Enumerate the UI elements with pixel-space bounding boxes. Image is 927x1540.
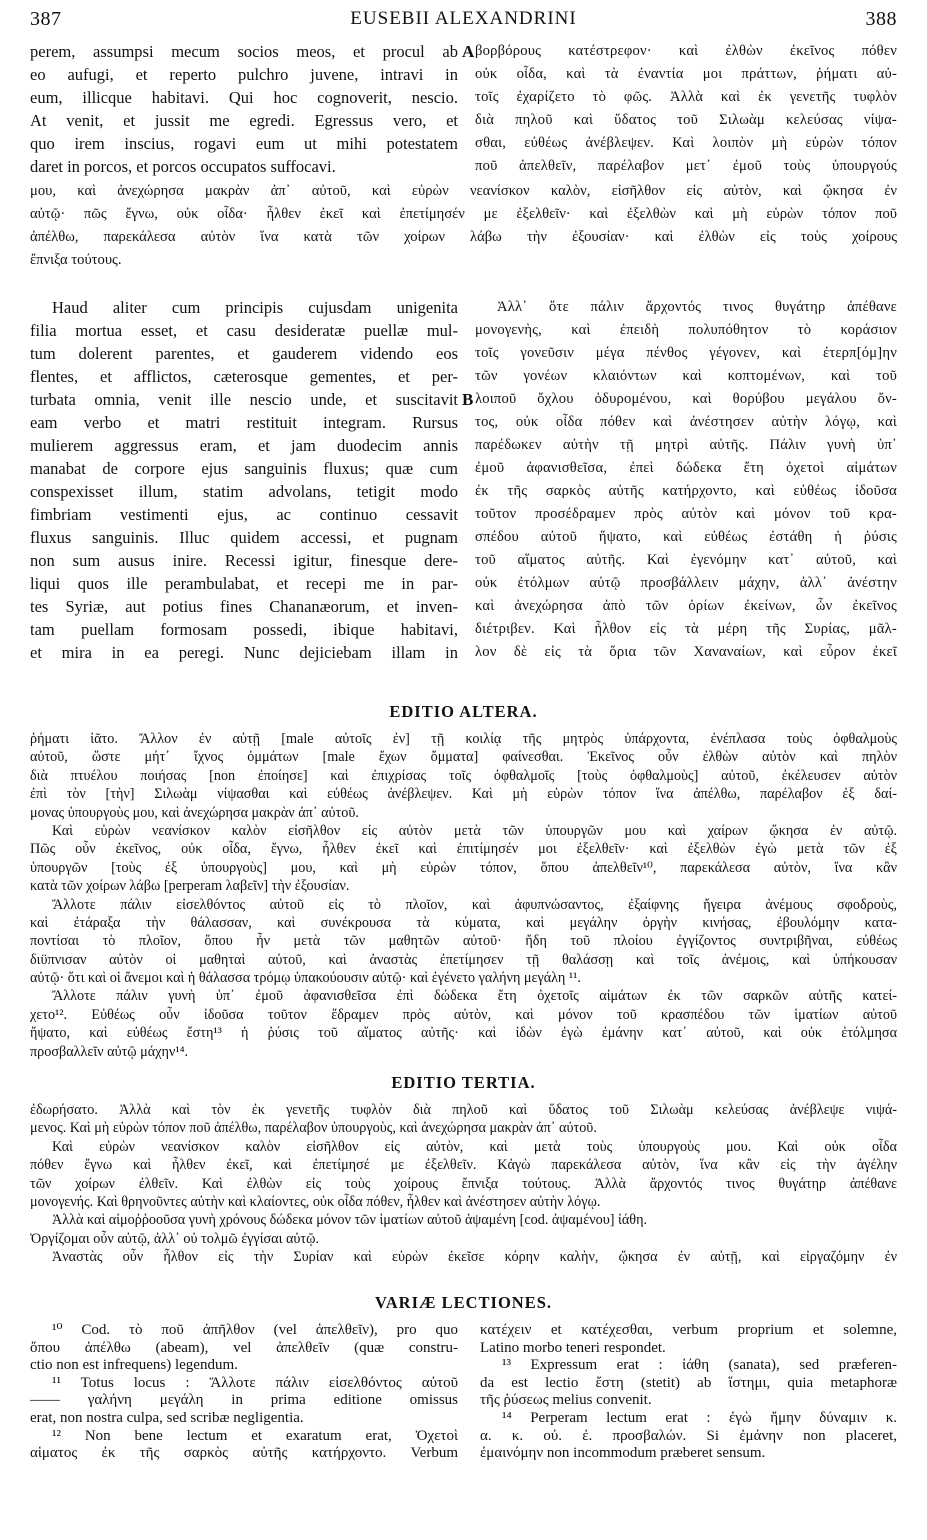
footnote-line: ¹² Non bene lectum et exaratum erat, Ὀχετοὶ	[52, 1427, 458, 1444]
greek-line: λοιποῦ ὄχλου ὀδυρομένου, καὶ θορύβου μεγάλου ὄν-	[475, 391, 897, 407]
text-line: διϋπνισαν αὐτὸν οἱ μαθηταὶ αὐτοῦ, καὶ ἀναστὰς ἐπετίμησεν τῇ θαλάσσῃ καὶ τοῖς ἀνέμοις, καὶ ὑπήκουσαν	[30, 951, 897, 968]
section-heading-editio-tertia: EDITIO TERTIA.	[391, 1073, 536, 1092]
latin-line: eum, illicque habitavi. Qui hoc cognoverit, nescio.	[30, 88, 458, 107]
text-line: πόθεν ἔγνω καὶ ἦλθεν ἐκεῖ, καὶ ἐπετίμησέ με ἐξελθεῖν. Κἀγὼ παρεκάλεσα αὐτὸν, ἵνα κἂν εἰς τὴν ἀγέλην	[30, 1157, 897, 1174]
greek-line: καὶ ἀνεχώρησα ἀπὸ τῶν ὁρίων ἐκείνων, ὧν ἐκεῖνος	[475, 598, 897, 614]
latin-line: tes Syriæ, aut potius fines Chananæorum, et inven-	[30, 597, 458, 616]
greek-line: τοῦτον προσέδραμεν πρὸς αὐτὸν καὶ μόνον τοῦ κρα-	[475, 506, 897, 522]
latin-line: tum dolerent parentes, et gauderem videndo eos	[30, 344, 458, 363]
page-number-right: 388	[865, 8, 897, 30]
text-line: προσβαλλεῖν αὐτῷ μάχην¹⁴.	[30, 1043, 189, 1060]
text-line: ἥψατο, καὶ εὐθέως ἔστη¹³ ἡ ῥύσις τοῦ αἵματος αὐτῆς· καὶ ἰδὼν ἐγὼ ἐμάνην κατ᾽ αὐτοῦ, καὶ οὐκ ἐτόλμησα	[30, 1025, 897, 1042]
greek-line: βορβόρους κατέστρεφον· καὶ ἐλθὼν ἐκεῖνος πόθεν	[475, 43, 897, 59]
footnote-line: ¹⁴ Perperam lectum erat : ἐγὼ ἤμην δύναμιν κ.	[502, 1409, 897, 1426]
greek-line: τοῖς ἐχαρίζετο τὸ φῶς. Ἀλλὰ καὶ ἐκ γενετῆς τυφλὸν	[475, 89, 897, 105]
text-line: αὐτῷ· ὅτι καὶ οἱ ἄνεμοι καὶ ἡ θάλασσα τρόμῳ ὑπακούουσιν αὐτῷ· καὶ ἐγένετο γαλήνη μεγάλη ¹¹.	[30, 970, 581, 987]
latin-line: At venit, et jussit me egredi. Egressus vero, et	[30, 111, 458, 130]
greek-line: ἀπέλθω, παρεκάλεσα αὐτὸν ἵνα κατὰ τῶν χοίρων λάβω τὴν ἐξουσίαν· καὶ ἐλθὼν εἰς τοὺς χοίρους	[30, 229, 897, 245]
greek-line: σπέδου αὐτοῦ ἥψατο, καὶ εὐθέως ἐστάθη ἡ ῥύσις	[475, 529, 897, 545]
footnote-line: ¹⁰ Cod. τὸ ποῦ ἀπῆλθον (vel ἀπελθεῖν), pro quo	[52, 1322, 458, 1338]
page-header	[30, 8, 897, 36]
text-line: Ἀλλὰ καὶ αἱμοῤῥοοῦσα γυνὴ χρόνους δώδεκα μόνον τῶν ἱματίων αὐτοῦ ἁψαμένη [cod. ἁψαμένου] ἰάθη.	[52, 1212, 648, 1229]
latin-line: tam puellam formosam possedi, ibique habitavi,	[30, 620, 458, 639]
greek-line: ποῦ ἀπελθεῖν, παρέλαβον μετ᾽ ἐμοῦ τοὺς ὑπουργούς	[475, 158, 897, 174]
greek-line: διὰ πηλοῦ καὶ ὕδατος τοῦ Σιλωὰμ κελεύσας νίψα-	[475, 112, 897, 128]
footnote-line: κατέχειν et κατέχεσθαι, verbum proprium et solemne,	[480, 1322, 897, 1338]
text-line: τῶν χοίρων ἐλθεῖν. Καὶ ἐλθὼν εἰς τοὺς χοίρους ἔπνιξα τούτους. Ἀλλὰ ἄρχοντός τινος θυγάτηρ ἀπέθανε	[30, 1175, 897, 1192]
latin-line: flentes, et afflictos, cæterosque gementes, et per-	[30, 367, 458, 386]
text-line: ῥήματι ἰᾶτο. Ἄλλον ἐν αὐτῇ [male αὐτοῖς ἐν] τῇ κοιλίᾳ τῆς μητρὸς ὑπάρχοντα, ἐνέπλασα τοὺς ὀφθαλμοὺς	[30, 731, 897, 747]
latin-line: Haud aliter cum principis cujusdam unigenita	[52, 298, 458, 317]
editio-tertia-text	[30, 1101, 897, 1267]
block1-greek-column	[475, 40, 897, 178]
greek-line: λον δὲ εἰς τὰ ὅρια τῶν Χαναναίων, καὶ εὗρον ἐκεῖ	[475, 644, 897, 660]
greek-line: διέτριβεν. Καὶ ἦλθον εἰς τὰ μέρη τῆς Συρίας, μᾶλ-	[475, 621, 897, 637]
latin-line: conspexisset illum, statim advolans, tetigit modo	[30, 482, 458, 501]
greek-line: οὐκ οἶδα, καὶ τὰ ἐναντία μοι πράττων, ῥήματι αὐ-	[475, 66, 897, 82]
section-heading-editio-altera: EDITIO ALTERA.	[389, 702, 538, 721]
latin-line: eam verbo et matri restituit integram. Rursus	[30, 413, 458, 432]
latin-line: eo aufugi, et reperto pulchro juvene, intravi in	[30, 65, 458, 84]
greek-line: αὐτῷ· πῶς ἔγνω, οὐκ οἶδα· ἦλθεν ἐκεῖ καὶ ἐπετίμησέν με ἐξελθεῖν· καὶ ἐξελθὼν καὶ μὴ εὑρὼν τόπον ποῦ	[30, 206, 897, 222]
footnote-line: α. κ. οὐ. ἐ. προσβαλών. Si ἐμάνην non placeret,	[480, 1427, 897, 1444]
latin-line: et mira in ea peregi. Nunc dejiciebam illam in	[30, 643, 458, 662]
greek-line: οὐκ ἐτόλμων αὐτῷ προσβάλλειν μάχην, ἀλλ᾽ ἀνέστην	[475, 575, 897, 591]
footnotes-left-column	[30, 1322, 458, 1463]
text-line: ποντίσαι τὸ πλοῖον, ὅπου ἦν μετὰ τῶν μαθητῶν αὐτοῦ· ἤδη τοῦ πλοίου ἐγγίζοντος συντριβῆναι, εὐθέως	[30, 933, 897, 950]
text-line: διὰ πτυέλου ποιήσας [non ἐποίησε] καὶ ἐπιχρίσας τοῖς ὀφθαλμοῖς [τοὺς ὀφθαλμοὺς] αὐτοῦ, ἐκέλευσεν αὐτὸν	[30, 767, 897, 784]
greek-line: τῶν γονέων κλαιόντων καὶ κοπτομένων, καὶ τοῦ	[475, 368, 897, 384]
latin-line: perem, assumpsi mecum socios meos, et procul ab	[30, 42, 458, 61]
greek-continuation	[30, 180, 897, 272]
greek-line: σθαι, εὐθέως ἀνέβλεψεν. Καὶ λοιπὸν μὴ εὑρὼν τόπον	[475, 135, 897, 151]
text-line: Καὶ εὑρὼν νεανίσκον καλὸν εἰσῆλθον εἰς αὐτὸν, καὶ μετὰ τοὺς ὑπουργοὺς μου. Καὶ οὐκ οἶδα	[52, 1138, 897, 1155]
margin-marker-a: A	[462, 42, 475, 61]
footnote-line: ¹¹ Totus locus : Ἄλλοτε πάλιν εἰσελθόντος αὐτοῦ	[52, 1374, 458, 1391]
footnote-line: ctio non est infrequens) legendum.	[30, 1357, 238, 1374]
text-line: καὶ ἐτάραξα τὴν θάλασσαν, καὶ συνέκρουσα τὰ κύματα, καὶ μεγάλην ὀργὴν κινήσας, ἐβουλόμην κατα-	[30, 914, 897, 931]
greek-line: μου, καὶ ἀνεχώρησα μακρὰν ἀπ᾽ αὐτοῦ, καὶ εὑρὼν νεανίσκον καλὸν, εἰσῆλθον εἰς αὐτὸν, καὶ ᾤκησα ἐν	[30, 183, 897, 199]
text-line: ὑπουργῶν [τοὺς ἐξ ὑπουργοὺς] μου, καὶ μὴ εὑρὼν τόπον, ὅπου ἀπελθεῖν¹⁰, παρεκάλεσα αὐτὸν, ἵνα κἂν	[30, 859, 897, 876]
latin-line: filia mortua esset, et casu desideratæ puellæ mul-	[30, 321, 458, 340]
text-line: Πῶς οὖν ἐκεῖνος, οὐκ οἶδα, ἔγνω, ἦλθεν ἐκεῖ καὶ ἐπιτίμησέν μοι ἐξελθεῖν· καὶ ἐξελθὼν ἐγὼ μετὰ τῶν ἐξ	[30, 841, 897, 858]
latin-line: mulierem aggressus eram, et jam duodecim annis	[30, 436, 458, 455]
text-line: Καὶ εὑρὼν νεανίσκον καλὸν εἰσῆλθον εἰς αὐτὸν μετὰ τῶν ὑπουργῶν μου καὶ χαίρων ᾤκησα ἐν αὐτῷ.	[52, 822, 897, 839]
greek-line: τοῦ αἵματος αὐτῆς. Καὶ ἐγενόμην κατ᾽ αὐτοῦ, καὶ	[475, 552, 897, 568]
section-heading-variae-lectiones: VARIÆ LECTIONES.	[374, 1293, 553, 1312]
text-line: χετο¹². Εὐθέως οὖν ἰδοῦσα τοῦτον ἔδραμεν πρὸς αὐτὸν, καὶ μόνον τοῦ κρασπέδου τῶν ἱματίων αὐτοῦ	[30, 1006, 897, 1023]
latin-line: non sum ausus inire. Recessi igitur, finesque dere-	[30, 551, 458, 570]
footnote-line: erat, non nostra culpa, sed scribæ negligentia.	[30, 1409, 304, 1426]
footnote-line: τῆς ῥύσεως melius convenit.	[480, 1392, 652, 1409]
block2-latin-column	[30, 296, 458, 664]
footnote-line: ὅπου ἀπέλθω (abeam), vel ἀπελθεῖν (quæ constru-	[30, 1339, 458, 1356]
block2-columns	[30, 296, 897, 686]
footnote-line: Latino morbo teneri respondet.	[480, 1339, 666, 1356]
text-line: ἐπὶ τὸν [τὴν] Σιλωὰμ νίψασθαι καὶ εὐθέως ἀνέβλεψεν. Καὶ μὴ εὑρὼν τόπον ἵνα ἀπέλθω, παρέλαβον ἐξ δαί-	[30, 786, 897, 803]
greek-line: μονογενὴς, καὶ ἐπειδὴ πολυπόθητον τὸ κοράσιον	[475, 322, 897, 338]
text-line: κατὰ τῶν χοίρων λάβω [perperam λαβεῖν] τὴν ἐξουσίαν.	[30, 878, 350, 895]
greek-line: ἔπνιξα τούτους.	[30, 252, 122, 268]
block1-latin-column	[30, 40, 458, 178]
greek-line: ἐκ τῆς σαρκὸς αὐτῆς κατήρχοντο, καὶ εὐθέως ἰδοῦσα	[475, 483, 897, 499]
editio-altera-text	[30, 730, 897, 1061]
latin-line: liqui quos ille perambulabat, et recepi me in par-	[30, 574, 458, 593]
block2-greek-column	[475, 296, 897, 664]
running-title: EUSEBII ALEXANDRINI	[350, 8, 577, 29]
greek-line: ἐμοῦ ἀφανισθεῖσα, ἐπεὶ δώδεκα ἔτη ὀχετοὶ αἱμάτων	[475, 460, 897, 476]
text-line: μενος. Καὶ μὴ εὑρὼν τόπον ποῦ ἀπέλθω, παρέλαβον ὑπουργοὺς, καὶ ἀνεχώρησα μακρὰν ἀπ᾽ αὐτοῦ.	[30, 1120, 597, 1137]
greek-line: Ἀλλ᾽ ὅτε πάλιν ἄρχοντός τινος θυγάτηρ ἀπέθανε	[497, 299, 897, 315]
footnotes-right-column	[480, 1322, 897, 1463]
text-line: Ἀναστὰς οὖν ἦλθον εἰς τὴν Συρίαν καὶ εὑρὼν ἐκεῖσε κόρην καλὴν, ᾤκησα ἐν αὐτῇ, καὶ εἰργαζόμην ἐν	[52, 1249, 897, 1266]
margin-marker-b: B	[462, 390, 474, 409]
greek-line: τοῖς γονεῦσιν μέγα πένθος γέγονεν, καὶ ἐτερπ[όμ]ην	[475, 345, 897, 361]
text-line: Ἄλλοτε πάλιν εἰσελθόντος αὐτοῦ εἰς τὸ πλοῖον, καὶ ἀφυπνώσαντος, ἐξαίφνης ἤγειρα ἀνέμους σφοδροὺς,	[52, 896, 897, 913]
text-line: Ὀργίζομαι οὖν αὐτῷ, ἀλλ᾽ οὐ τολμῶ ἐγγίσαι αὐτῷ.	[30, 1230, 320, 1247]
text-line: ἐδωρήσατο. Ἀλλὰ καὶ τὸν ἐκ γενετῆς τυφλὸν διὰ πηλοῦ καὶ ὕδατος τοῦ Σιλωὰμ κελεύσας ἀνέβλεψε νιψά-	[30, 1102, 897, 1118]
text-line: Ἄλλοτε πάλιν γυνὴ ὑπ᾽ ἐμοῦ ἀφανισθεῖσα ἐπὶ δώδεκα ἔτη ὀχετοῖς αἱμάτων ἐκ τῶν σαρκῶν αὐτῆς κατεί-	[52, 988, 897, 1005]
latin-line: fluxus sanguinis. Illuc quidem accessi, et pugnam	[30, 528, 458, 547]
latin-line: quo irem inscius, rogavi eum ut mihi potestatem	[30, 134, 458, 153]
latin-line: manabat de corpore ejus sanguinis fluxus; quæ cum	[30, 459, 458, 478]
latin-line: daret in porcos, et porcos occupatos suffocavi.	[30, 157, 336, 176]
greek-line: παρέδωκεν αὐτὴν τῇ μητρὶ αὐτῆς. Πάλιν γυνὴ ὑπ᾽	[475, 437, 897, 453]
latin-line: turbata omnia, venit ille nescio unde, et suscitavit	[30, 390, 458, 409]
text-line: μονας ὑπουργοὺς μου, καὶ ἀνεχώρησα μακρὰν ἀπ᾽ αὐτοῦ.	[30, 804, 359, 821]
greek-line: τος, οὐκ οἶδα πόθεν καὶ ἀνέστησεν αὐτὴν λόγῳ, καὶ	[475, 414, 897, 430]
footnote-line: —— γαλήνη μεγάλη in prima editione omissus	[30, 1392, 458, 1409]
footnote-line: da est lectio ἔστη (stetit) ab ἵστημι, quia metaphoræ	[480, 1374, 897, 1391]
footnote-line: ἐμαινόμην non incommodum præberet sensum.	[480, 1445, 766, 1462]
footnote-line: αἱματος ἐκ τῆς σαρκὸς αὐτῆς κατήρχοντο. Verbum	[30, 1445, 458, 1462]
latin-line: fimbriam vestimenti ejus, ac continuo cessavit	[30, 505, 458, 524]
block1-columns	[30, 40, 897, 180]
text-line: αὐτοῦ, ὥστε μήτ᾽ ἴχνος ὀμμάτων [male ἔχων ὄμματα] φαίνεσθαι. Ἐκεῖνος οὖν ἐλθὼν αὐτὸν καὶ πηλὸν	[30, 749, 897, 766]
page-number-left: 387	[30, 8, 62, 30]
text-line: μονογενής. Καὶ θρηνοῦντες αὐτὴν καὶ κλαίοντες, οὐκ οἶδα πόθεν, ἦλθεν καὶ ἀνέστησεν αὐτὴν λόγῳ.	[30, 1193, 601, 1210]
footnote-line: ¹³ Expressum erat : ἰάθη (sanata), sed præferen-	[502, 1357, 897, 1374]
